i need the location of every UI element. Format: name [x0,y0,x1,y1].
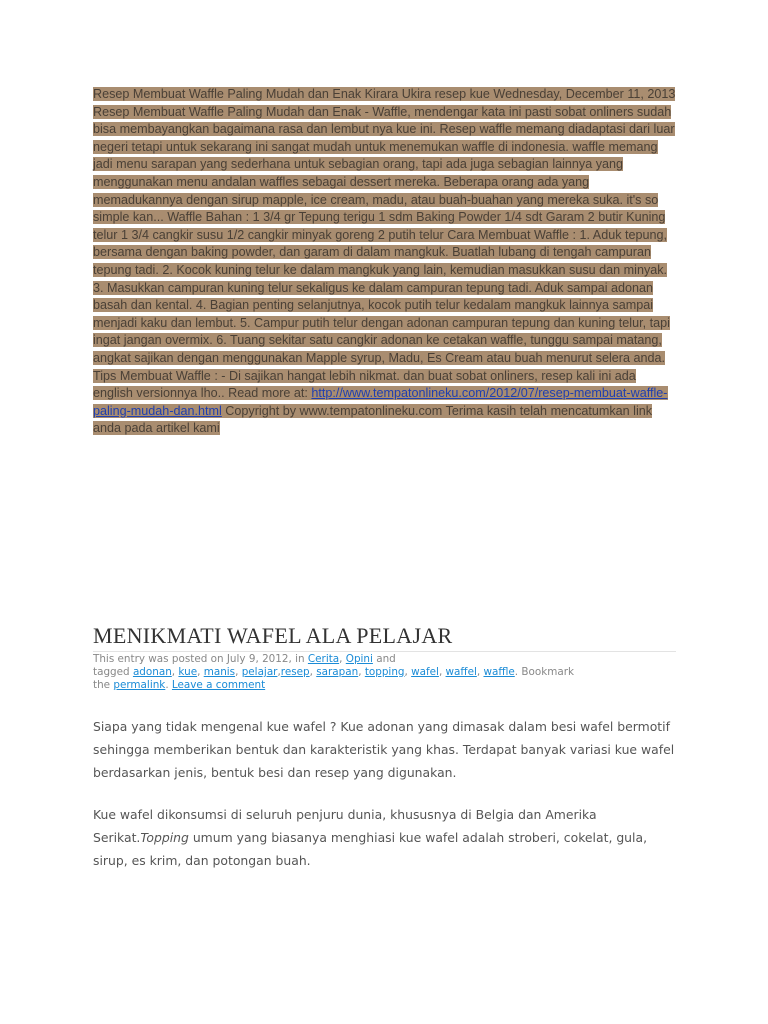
meta-the: the [93,679,114,691]
tag-link-waffel[interactable]: waffel [445,666,477,678]
tag-link-waffle[interactable]: waffle [483,666,515,678]
tag-link-kue[interactable]: kue [178,666,198,678]
paragraph-1: Siapa yang tidak mengenal kue wafel ? Kue adonan yang dimasak dalam besi wafel bermotif sehingga memberikan bentuk dan karakteristik yang khas. Terdapat banyak variasi kue wafel berdasarkan jenis, bentuk besi dan resep yang digunakan. [93,719,675,781]
leave-comment-link[interactable]: Leave a comment [171,679,266,691]
blog-post [93,622,676,890]
source-link[interactable]: http://www.tempatonlineku.com/2012/07/resep-membuat-waffle-paling-mudah-dan.html [93,386,668,418]
meta-and: and [372,653,396,665]
highlighted-excerpt [93,86,679,438]
excerpt-text: Resep Membuat Waffle Paling Mudah dan Enak Kirara Ukira resep kue Wednesday, December 11, 2013 Resep Membuat Waffle Paling Mudah dan Enak - Waffle, mendengar kata ini pasti sobat onliners sudah bisa membayangkan bagaimana rasa dan lembut nya kue ini. Resep waffle memang diadaptasi dari luar negeri tetapi untuk sekarang ini sangat mudah untuk menemukan waffle di indonesia. waffle memang jadi menu sarapan yang sederhana untuk sebagian orang, tapi ada juga sebagian lainnya yang menggunakan menu andalan waffles sebagai dessert mereka. Beberapa orang ada yang memadukannya dengan sirup mapple, ice cream, madu, atau buah-buahan yang mereka suka. it's so simple kan... Waffle Bahan : 1 3/4 gr Tepung terigu 1 sdm Baking Powder 1/4 sdt Garam 2 butir Kuning telur 1 3/4 cangkir susu 1/2 cangkir minyak goreng 2 putih telur Cara Membuat Waffle : 1. Aduk tepung, bersama dengan baking powder, dan garam di dalam mangkuk. Buatlah lubang di tengah campuran tepung tadi. 2. Kocok kuning telur ke dalam mangkuk yang lain, kemudian masukkan susu dan minyak. 3. Masukkan campuran kuning telur sekaligus ke dalam campuran tepung tadi. Aduk sampai adonan basah dan kental. 4. Bagian penting selanjutnya, kocok putih telur kedalam mangkuk lainnya sampai menjadi kaku dan lembut. 5. Campur putih telur dengan adonan campuran tepung dan kuning telur, tapi ingat jangan overmix. 6. Tuang sekitar satu cangkir adonan ke cetakan waffle, tunggu sampai matang, angkat sajikan dengan menggunakan Mapple syrup, Madu, Es Cream atau buah menurut selera anda. Tips Membuat Waffle : - Di sajikan hangat lebih nikmat. dan buat sobat onliners, resep kali ini ada english versionnya lho.. Read more at: [93,87,676,401]
topping-italic: Topping [140,829,189,845]
post-meta: This entry was posted on July 9, 2012, in Cerita, Opini and tagged adonan, kue, manis, pelajar,resep, sarapan, topping, wafel, waffel, waffle. Bookmark the permalink. Leave a comment [93,653,575,691]
copyright-text: Copyright by www.tempatonlineku.com Terima kasih telah mencatumkan link anda pada artikel kami [93,403,653,436]
paragraph-2 [93,803,676,873]
post-content [93,715,676,872]
meta-posted: This entry was posted on July 9, 2012, in [93,653,308,665]
tag-link-adonan[interactable]: adonan [132,666,172,678]
meta-tagged: tagged [93,666,133,678]
permalink-link[interactable]: permalink [113,679,166,691]
category-link-opini[interactable]: Opini [345,653,373,665]
tag-link-resep[interactable]: resep [280,666,310,678]
category-link-cerita[interactable]: Cerita [307,653,340,665]
tag-link-topping[interactable]: topping [364,666,405,678]
tag-link-wafel[interactable]: wafel [411,666,439,678]
post-title: MENIKMATI WAFEL ALA PELAJAR [93,622,676,652]
paragraph-2-end: umum yang biasanya menghiasi kue wafel adalah stroberi, cokelat, gula, sirup, es krim, dan potongan buah. [93,829,648,869]
tag-link-pelajar[interactable]: pelajar [241,666,278,678]
tag-link-sarapan[interactable]: sarapan [316,666,359,678]
highlighted-text [93,87,675,435]
tag-link-manis[interactable]: manis [203,666,236,678]
meta-bookmark: . Bookmark [514,666,575,678]
paragraph-2-start: Kue wafel dikonsumsi di seluruh penjuru dunia, khususnya di Belgia dan Amerika Serikat. [93,806,597,845]
